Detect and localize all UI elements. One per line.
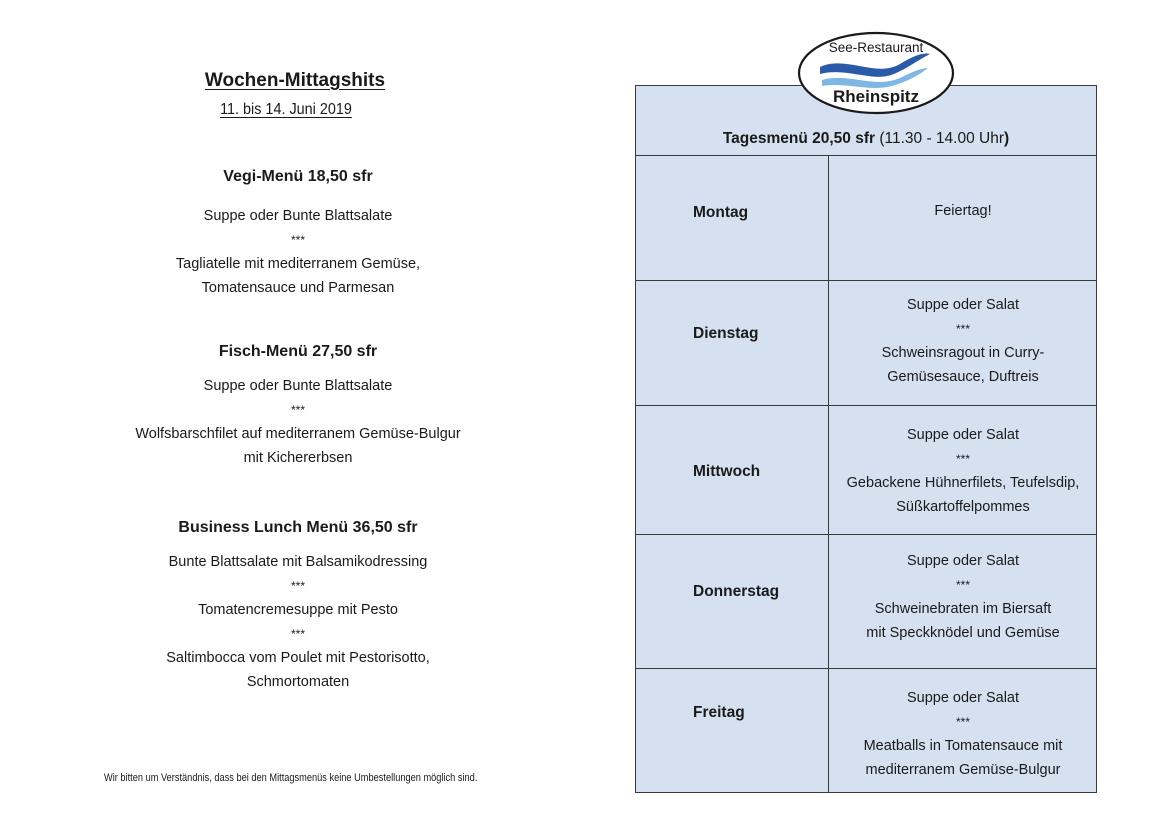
daily-menu-header — [636, 130, 1096, 148]
menu-title: Fisch-Menü 27,50 sfr — [218, 343, 378, 360]
day-montag: Montag — [693, 204, 749, 221]
dish-mittwoch — [829, 423, 1097, 519]
row-divider — [636, 668, 1096, 669]
weekly-title: Wochen-Mittagshits — [204, 70, 386, 91]
dish-line: Suppe oder Salat — [906, 690, 1020, 706]
menu-line: Tomatensauce und Parmesan — [201, 280, 395, 296]
menu-line: Bunte Blattsalate mit Balsamikodressing — [168, 554, 428, 570]
vegi-menu — [0, 166, 596, 300]
menu-line: Tagliatelle mit mediterranem Gemüse, — [175, 256, 421, 272]
row-divider — [636, 405, 1096, 406]
daily-menu-hours: (11.30 - 14.00 Uhr — [879, 130, 1004, 147]
menu-line: Saltimbocca vom Poulet mit Pestorisotto, — [166, 650, 430, 666]
dish-line: Schweinsragout in Curry- — [881, 345, 1045, 361]
menu-line: Wolfsbarschfilet auf mediterranem Gemüse-Bulgur — [135, 426, 461, 442]
footnote: Wir bitten um Verständnis, dass bei den Mittagsmenüs keine Umbestellungen möglich sind. — [104, 772, 478, 784]
dish-separator: *** — [955, 452, 970, 466]
menu-line: Suppe oder Bunte Blattsalate — [203, 208, 393, 224]
menu-line: mit Kichererbsen — [243, 450, 353, 466]
dish-line: Suppe oder Salat — [906, 427, 1020, 443]
dish-separator: *** — [955, 322, 970, 336]
fisch-menu — [0, 341, 596, 470]
dish-line: Meatballs in Tomatensauce mit — [863, 738, 1063, 754]
dish-montag — [829, 199, 1097, 223]
row-divider — [636, 534, 1096, 535]
daily-menu-table — [635, 85, 1097, 793]
dish-line: mediterranem Gemüse-Bulgur — [865, 762, 1061, 778]
menu-title: Vegi-Menü 18,50 sfr — [223, 168, 373, 185]
menu-title: Business Lunch Menü 36,50 sfr — [178, 519, 418, 536]
menu-line: Tomatencremesuppe mit Pesto — [198, 602, 398, 618]
row-divider — [636, 280, 1096, 281]
dish-freitag — [829, 686, 1097, 782]
dish-line: Suppe oder Salat — [906, 297, 1020, 313]
restaurant-logo — [796, 30, 956, 116]
dish-line: Feiertag! — [934, 203, 992, 219]
logo-line2: Rheinspitz — [833, 87, 919, 106]
day-mittwoch: Mittwoch — [693, 463, 761, 480]
daily-menu-hours-close: ) — [1004, 130, 1010, 147]
dish-line: Süßkartoffelpommes — [896, 499, 1030, 515]
dish-dienstag — [829, 293, 1097, 389]
dish-donnerstag — [829, 549, 1097, 645]
dish-line: mit Speckknödel und Gemüse — [866, 625, 1060, 641]
date-range: 11. bis 14. Juni 2019 — [220, 101, 352, 118]
menu-separator: *** — [290, 403, 305, 417]
business-lunch-menu — [0, 517, 596, 694]
menu-line: Schmortomaten — [246, 674, 350, 690]
dish-line: Suppe oder Salat — [906, 553, 1020, 569]
dish-separator: *** — [955, 578, 970, 592]
day-donnerstag: Donnerstag — [693, 583, 780, 600]
logo-line1: See-Restaurant — [828, 40, 924, 55]
menu-line: Suppe oder Bunte Blattsalate — [203, 378, 393, 394]
dish-line: Gemüsesauce, Duftreis — [887, 369, 1039, 385]
day-freitag: Freitag — [693, 704, 745, 721]
dish-line: Gebackene Hühnerfilets, Teufelsdip, — [846, 475, 1080, 491]
menu-separator: *** — [290, 233, 305, 247]
day-dienstag: Dienstag — [693, 325, 759, 342]
dish-separator: *** — [955, 715, 970, 729]
menu-separator: *** — [290, 627, 305, 641]
daily-menu-price: Tagesmenü 20,50 sfr — [722, 130, 876, 147]
row-divider — [636, 155, 1096, 156]
menu-separator: *** — [290, 579, 305, 593]
dish-line: Schweinebraten im Biersaft — [874, 601, 1052, 617]
